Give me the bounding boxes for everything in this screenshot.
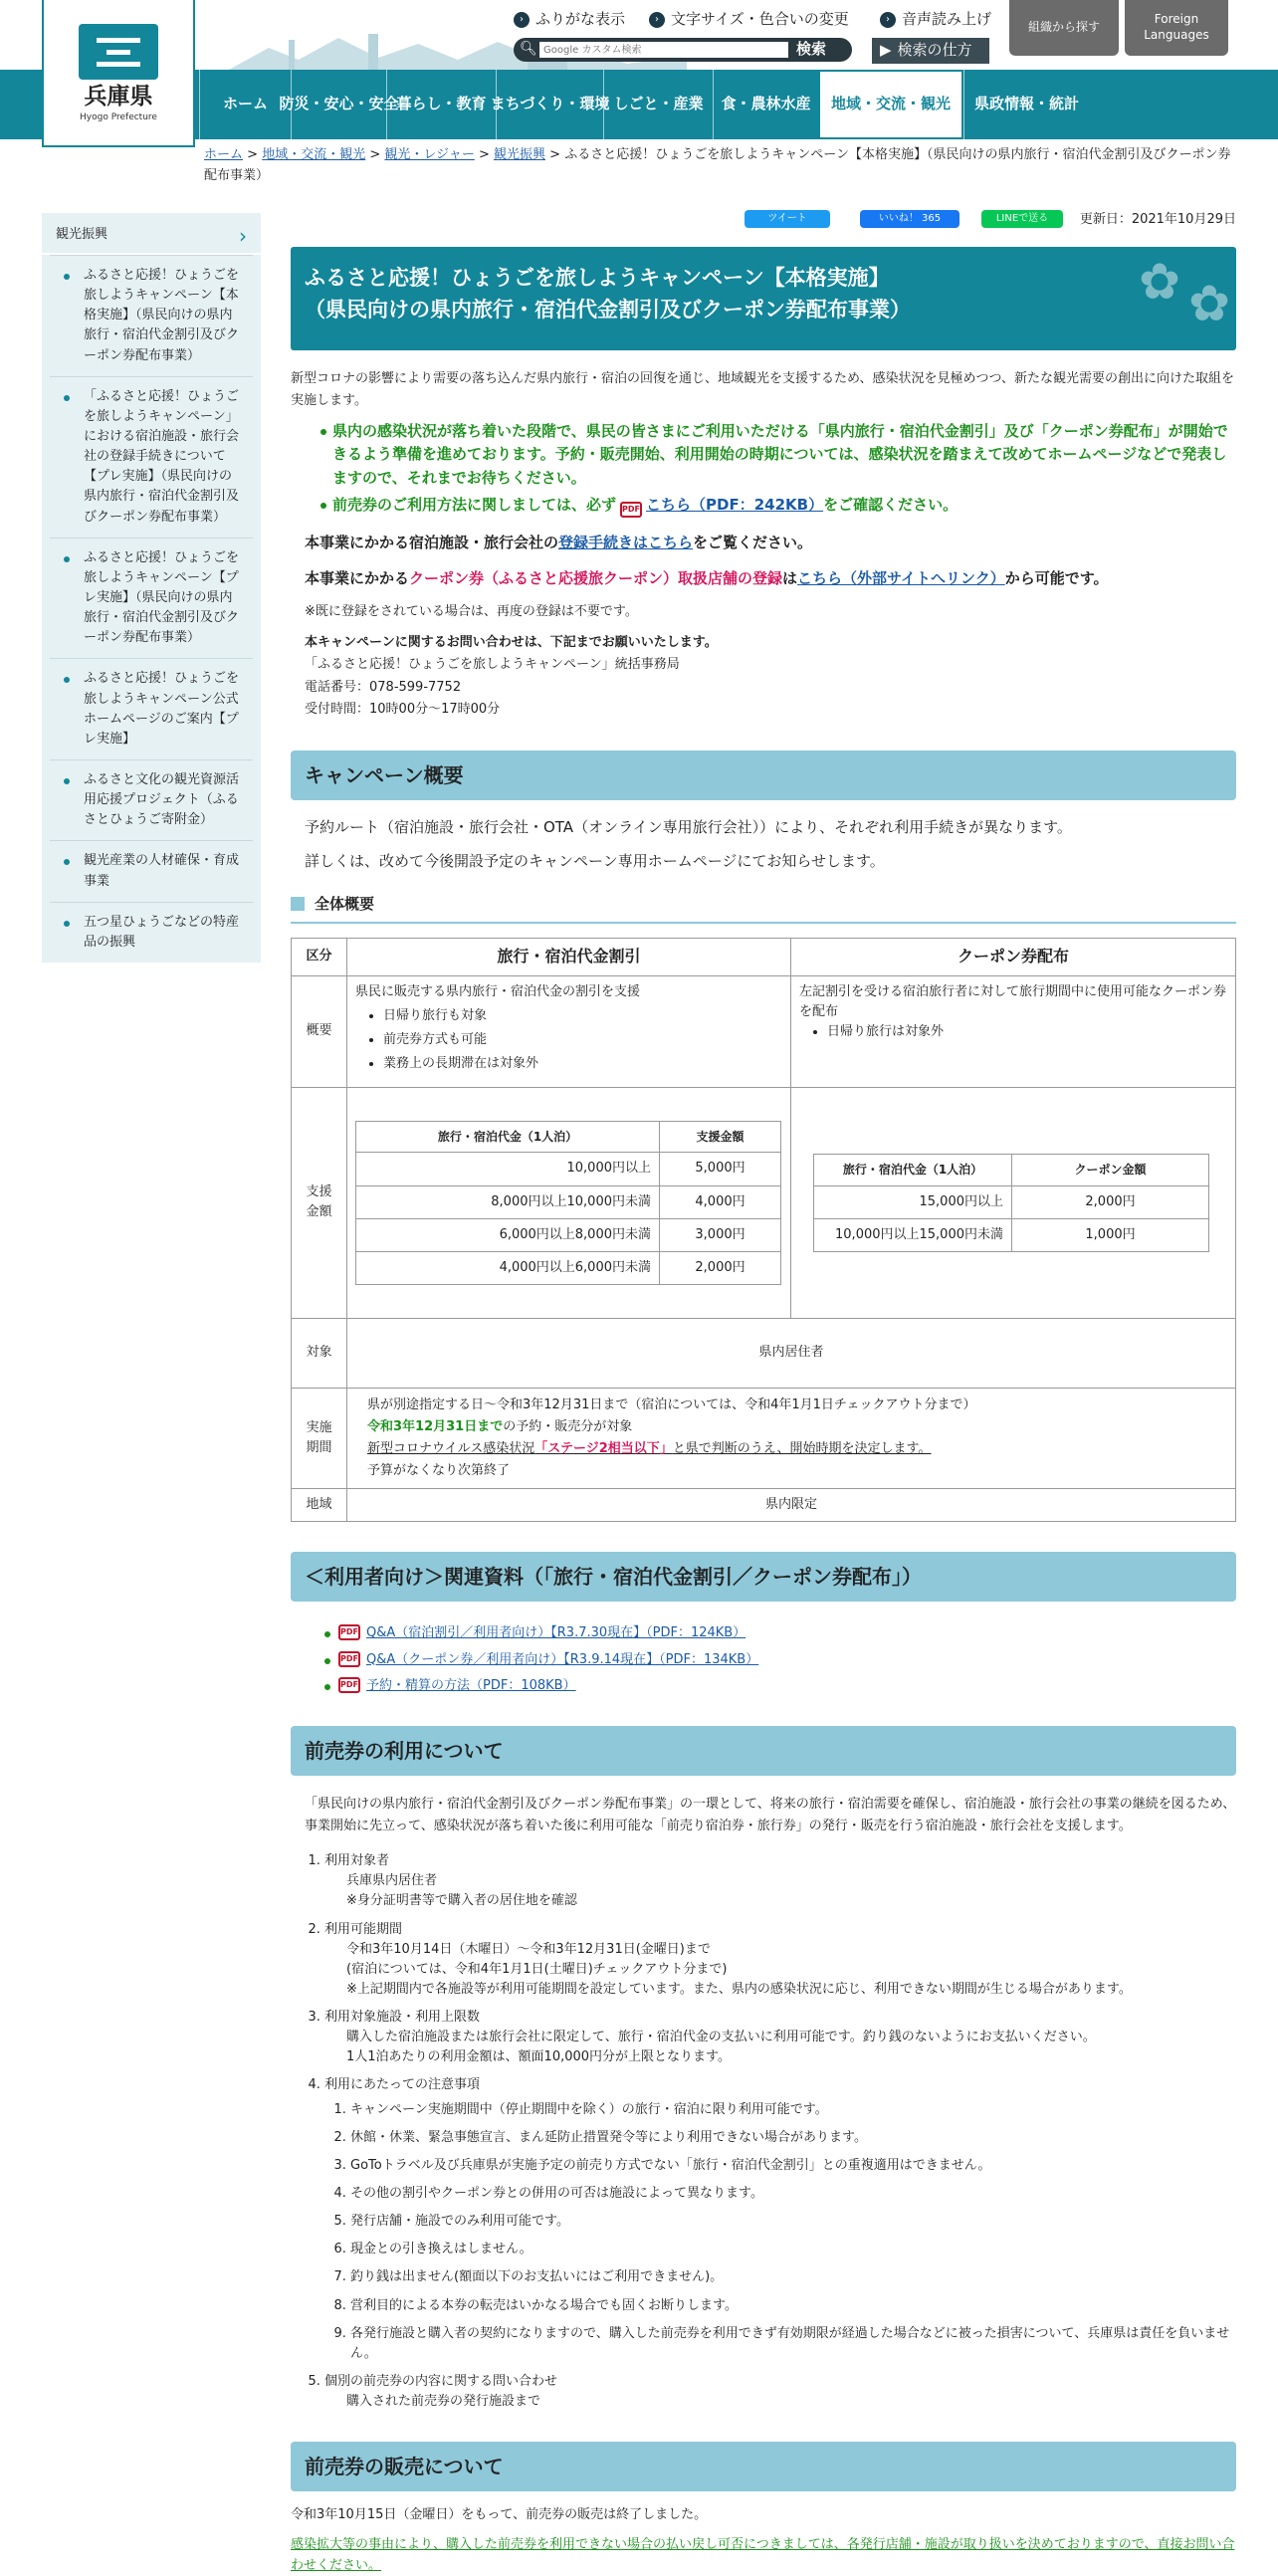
breadcrumb-sep: > (549, 147, 561, 162)
travel-bullet: • 前売券方式も可能 (383, 1030, 782, 1050)
page-title-line2: （県民向けの県内旅行・宿泊代金割引及びクーポン券配布事業） (305, 297, 911, 322)
inner-cell: 3,000円 (660, 1218, 781, 1251)
inner-cell: 10,000円以上 (356, 1153, 660, 1185)
sidebar (42, 213, 261, 963)
contact-heading: 本キャンペーンに関するお問い合わせは、下記までお願いいたします。 (305, 635, 718, 651)
period-cell (347, 1388, 1236, 1488)
registered-note: ※既に登録をされている場合は、再度の登録は不要です。 (305, 604, 638, 620)
notice-item (320, 494, 1236, 517)
note-item: 7. 釣り銭は出ません(額面以下のお支払いにはご利用できません)。 (350, 2267, 1236, 2287)
coupon-bullet: • 日帰り旅行は対象外 (827, 1022, 1227, 1042)
pdf-icon: PDF (338, 1624, 360, 1640)
chiiki-value: 県内限定 (347, 1489, 1236, 1522)
sidebar-item[interactable]: 観光産業の人材確保・育成事業 (50, 840, 253, 901)
th-coupon: クーポン券配布 (791, 938, 1236, 975)
foreign-languages-button[interactable]: Foreign Languages (1125, 0, 1228, 56)
related-links (324, 1623, 1236, 1695)
note-item: 8. 営利目的による本券の転売はいかなる場合でも固くお断りします。 (350, 2296, 1236, 2316)
furigana-label: ふりがな表示 (535, 10, 626, 28)
advance-item: 3. 利用対象施設・利用上限数 購入した宿泊施設または旅行会社に限定して、旅行・宿泊代金の支払いに利用可能です。釣り銭のないようにお支払いください。 1人1泊あたりの利用金額は、額面10,000円分が上限となります。 (324, 2008, 1236, 2067)
arrow-icon: › (649, 12, 665, 28)
note-item: 2. 休館・休業、緊急事態宣言、まん延防止措置発令等により利用できない場合があります。 (350, 2128, 1236, 2148)
sidebar-item[interactable]: 「ふるさと応援！ひょうごを旅しようキャンペーン」における宿泊施設・旅行会社の登録手続きについて【プレ実施】（県民向けの県内旅行・宿泊代金割引及びクーポン券配布事業） (50, 376, 253, 537)
related-heading: ＜利用者向け＞関連資料（「旅行・宿泊代金割引／クーポン券配布」） (291, 1552, 1236, 1602)
notice-post: をご確認ください。 (823, 495, 958, 514)
contact-block (305, 632, 1236, 720)
coupon-red-text: クーポン券（ふるさと応援旅クーポン）取扱店舗の登録 (409, 569, 783, 588)
travel-support-table (355, 1121, 781, 1285)
sidebar-item[interactable]: 五つ星ひょうごなどの特産品の振興 (50, 902, 253, 963)
org-search-button[interactable]: 組織から探す (1009, 0, 1119, 56)
related-item (324, 1623, 1236, 1643)
voice-link[interactable] (880, 8, 991, 31)
inner-cell: 2,000円 (660, 1251, 781, 1284)
breadcrumb-shinkou[interactable]: 観光振興 (494, 147, 546, 162)
note-item: 1. キャンペーン実施期間中（停止期間中を除く）の旅行・宿泊に限り利用可能です。 (350, 2100, 1236, 2120)
row-taishou: 対象 (292, 1318, 347, 1388)
coupon-support-table (813, 1154, 1209, 1252)
th-travel: 旅行・宿泊代金割引 (347, 938, 791, 975)
campaign-p2: 詳しくは、改めて今後開設予定のキャンペーン専用ホームページにてお知らせします。 (305, 852, 885, 871)
note-item: 6. 現金との引き換えはしません。 (350, 2240, 1236, 2259)
advance-item: 5. 個別の前売券の内容に関する問い合わせ 購入された前売券の発行施設まで (324, 2372, 1236, 2412)
pdf-icon: PDF (338, 1651, 360, 1667)
qa-coupon-link[interactable]: Q&A（クーポン券／利用者向け）【R3.9.14現在】（PDF：134KB） (366, 1651, 759, 1667)
inner-cell: 4,000円 (660, 1185, 781, 1218)
overview-table (291, 938, 1236, 1523)
sales-p2: 感染拡大等の事由により、購入した前売券を利用できない場合の払い戻し可否につきましては、各発行店舗・施設が取り扱いを決めておりますので、直接お問い合わせください。 (291, 2537, 1235, 2573)
notice-list (320, 420, 1236, 517)
page-title (291, 247, 1236, 350)
taishou-value: 県内居住者 (347, 1318, 1236, 1388)
social-bar (291, 207, 1236, 247)
period-line: 新型コロナウイルス感染状況「ステージ2相当以下」と県で判断のうえ、開始時期を決定します。 (367, 1441, 932, 1457)
notice-item: 県内の感染状況が落ち着いた段階で、県民の皆さまにご利用いただける「県内旅行・宿泊代金割引」及び「クーポン券配布」が開始できるよう準備を進めております。予約・販売開始、利用開始の時期については、感染状況を踏まえて改めてホームページなどで発表しますので、それまでお待ちください。 (320, 420, 1236, 490)
utility-bar (514, 8, 1011, 68)
notes-list (350, 2100, 1236, 2364)
sidebar-item[interactable]: ふるさと文化の観光資源活用応援プロジェクト（ふるさとひょうご寄附金） (50, 759, 253, 840)
row-gaiyou: 概要 (292, 975, 347, 1087)
advance-intro: 「県民向けの県内旅行・宿泊代金割引及びクーポン券配布事業」の一環として、将来の旅行・宿泊需要を確保し、宿泊施設・旅行会社の事業の継続を図るため、事業開始に先立って、感染状況が落ち着いた後に利用可能な「前売り宿泊券・旅行券」の発行・販売を行う宿泊施設・旅行会社を支援します。 (305, 1796, 1236, 1833)
row-chiiki: 地域 (292, 1489, 347, 1522)
pdf-icon: PDF (338, 1677, 360, 1693)
inner-cell: 6,000円以上8,000円未満 (356, 1218, 660, 1251)
logo-title: 兵庫県 (84, 84, 153, 109)
contact-tel: 電話番号：078-599-7752 (305, 679, 462, 695)
breadcrumb-sep: > (478, 147, 490, 162)
row-shien: 支援 金額 (292, 1087, 347, 1318)
pdf-icon: PDF (620, 502, 642, 518)
search-bar (514, 38, 852, 62)
chevron-right-icon: › (239, 224, 247, 248)
breadcrumb (204, 145, 1239, 187)
inner-cell: 1,000円 (1012, 1218, 1209, 1251)
breadcrumb-chiiki[interactable]: 地域・交流・観光 (262, 147, 366, 162)
inner-th: 旅行・宿泊代金（1人泊） (814, 1155, 1012, 1186)
global-nav (199, 70, 1089, 139)
nav-kensei[interactable]: 県政情報・統計 (963, 70, 1089, 139)
campaign-heading: キャンペーン概要 (291, 751, 1236, 800)
period-line: 県が別途指定する日～令和3年12月31日まで（宿泊については、令和4年1月1日チェックアウト分まで） (367, 1396, 976, 1412)
breadcrumb-kankou[interactable]: 観光・レジャー (384, 147, 475, 162)
note-item: 9. 各発行施設と購入者の契約になりますので、購入した前売券を利用できず有効期限が経過した場合などに被った損害について、兵庫県は責任を負いません。 (350, 2324, 1236, 2364)
breadcrumb-home[interactable]: ホーム (204, 147, 244, 162)
note-item: 5. 発行店舗・施設でのみ利用可能です。 (350, 2212, 1236, 2232)
advance-item: 2. 利用可能期間 令和3年10月14日（木曜日）～令和3年12月31日(金曜日)まで (宿泊については、令和4年1月1日(土曜日)チェックアウト分まで) ※上記期間内で各施設等が利用可能期間を設定しています。また、県内の感染状況に応じ、利用できない期間が生じる場合があります。 (324, 1920, 1236, 2001)
inner-th: 旅行・宿泊代金（1人泊） (356, 1121, 660, 1153)
sales-heading: 前売券の販売について (291, 2442, 1236, 2491)
textsize-link[interactable] (649, 8, 849, 31)
like-button[interactable]: いいね！ 365 (860, 210, 959, 228)
note-item: 4. その他の割引やクーポン券との併用の可否は施設によって異なります。 (350, 2184, 1236, 2204)
advance-item: 1. 利用対象者 兵庫県内居住者 ※身分証明書等で購入者の居住地を確認 (324, 1851, 1236, 1911)
contact-hours: 受付時間：10時00分～17時00分 (305, 701, 501, 717)
textsize-label: 文字サイズ・色合いの変更 (671, 10, 849, 28)
inner-cell: 5,000円 (660, 1153, 781, 1185)
breadcrumb-sep: > (369, 147, 381, 162)
coupon-store-text: 本事業にかかるクーポン券（ふるさと応援旅クーポン）取扱店舗の登録はこちら（外部サイトへリンク）から可能です。 (305, 569, 1109, 588)
travel-bullet: • 業務上の長期滞在は対象外 (383, 1054, 782, 1074)
inner-th: クーポン金額 (1012, 1155, 1209, 1186)
search-button[interactable]: 検索 (796, 40, 827, 59)
advance-item: 4. 利用にあたっての注意事項 1. キャンペーン実施期間中（停止期間中を除く）の旅行・宿泊に限り利用可能です。 2. 休館・休業、緊急事態宣言、まん延防止措置発令等により利用できない場合があります。 3. GoToトラベル及び兵庫県が実施予定の前売り方式でない「旅行・宿泊代金割引」との重複適用はできません。 4. その他の割引やクーポン券との併用の可否は施設によって異なります。 5. 発行店舗・施設でのみ利用可能です。 6. 現金との引き換えはしません。 7. 釣り銭は出ません(額面以下のお支払いにはご利用できません)。 8. 営利目的による本券の転売はいかなる場合でも固くお断りします。 9. 各発行施設と購入者の契約になりますので、購入した前売券を利用できず有効期限が経過した場合などに被った損害について、兵庫県は責任を負いません。 (324, 2075, 1236, 2364)
search-input[interactable] (539, 42, 788, 58)
inner-cell: 2,000円 (1012, 1185, 1209, 1218)
intro-text: 新型コロナの影響により需要の落ち込んだ県内旅行・宿泊の回復を通じ、地域観光を支援するため、感染状況を見極めつつ、新たな観光需要の創出に向けた取組を実施します。 (291, 371, 1234, 409)
coupon-overview (791, 975, 1236, 1087)
nav-shigoto[interactable]: しごと・産業 (603, 70, 713, 139)
qa-hotel-link[interactable]: Q&A（宿泊割引／利用者向け）【R3.7.30現在】（PDF：124KB） (366, 1625, 746, 1641)
sidebar-heading[interactable] (42, 213, 261, 255)
inner-th: 支援金額 (660, 1121, 781, 1153)
advance-list (324, 1851, 1236, 2412)
inner-cell: 15,000円以上 (814, 1185, 1012, 1218)
flower-decoration-icon: ✿ (1188, 275, 1230, 332)
overview-subheading: 全体概要 (291, 893, 1236, 924)
arrow-icon: › (514, 12, 530, 28)
site-logo[interactable] (42, 0, 195, 147)
sidebar-heading-label: 観光振興 (56, 227, 108, 242)
period-line: 予算がなくなり次第終了 (367, 1463, 511, 1479)
prefecture-emblem-icon (79, 24, 158, 80)
updated-date: 更新日：2021年10月29日 (1079, 212, 1236, 227)
nav-bousai[interactable]: 防災・安心・安全 (291, 70, 386, 139)
coupon-desc: 左記割引を受ける宿泊旅行者に対して旅行期間中に使用可能なクーポン券を配布 (799, 983, 1227, 1020)
search-howto-button[interactable] (872, 38, 989, 64)
nav-home[interactable]: ホーム (199, 70, 291, 139)
nav-chiiki[interactable]: 地域・交流・観光 (818, 70, 963, 139)
coupon-store-link[interactable]: こちら（外部サイトへリンク） (797, 569, 1005, 588)
sidebar-item[interactable]: ふるさと応援！ひょうごを旅しようキャンペーン【プレ実施】（県民向けの県内旅行・宿泊代金割引及びクーポン券配布事業） (50, 537, 253, 659)
note-item: 3. GoToトラベル及び兵庫県が実施予定の前売り方式でない「旅行・宿泊代金割引」との重複適用はできません。 (350, 2156, 1236, 2176)
inner-cell: 10,000円以上15,000円未満 (814, 1218, 1012, 1251)
sidebar-item[interactable]: ふるさと応援！ひょうごを旅しようキャンペーン【本格実施】（県民向けの県内旅行・宿泊代金割引及びクーポン券配布事業） (50, 255, 253, 376)
breadcrumb-sep: > (247, 147, 259, 162)
line-button[interactable]: LINEで送る (981, 210, 1063, 228)
related-item (324, 1676, 1236, 1696)
notice-pre: 前売券のご利用方法に関しましては、必ず (332, 495, 617, 514)
travel-overview (347, 975, 791, 1087)
sales-p1: 令和3年10月15日（金曜日）をもって、前売券の販売は終了しました。 (291, 2507, 708, 2523)
row-jisshi: 実施 期間 (292, 1388, 347, 1488)
advance-heading: 前売券の利用について (291, 1726, 1236, 1776)
inner-cell: 8,000円以上10,000円未満 (356, 1185, 660, 1218)
search-icon: 🔍︎ (520, 41, 537, 58)
period-line: 令和3年12月31日までの予約・販売分が対象 (367, 1419, 633, 1435)
arrow-icon: › (880, 12, 896, 28)
nav-kurashi[interactable]: 暮らし・教育 (386, 70, 496, 139)
th-kubun: 区分 (292, 938, 347, 975)
breadcrumb-current: ふるさと応援！ひょうごを旅しようキャンペーン【本格実施】（県民向けの県内旅行・宿泊代金割引及びクーポン券配布事業） (204, 147, 1231, 183)
flower-decoration-icon: ✿ (1139, 253, 1180, 311)
travel-bullet: • 日帰り旅行も対象 (383, 1006, 782, 1026)
nav-shoku[interactable]: 食・農林水産 (713, 70, 818, 139)
usage-pdf-link[interactable]: こちら（PDF：242KB） (646, 495, 824, 514)
play-icon: ▶ (880, 41, 892, 60)
sidebar-item[interactable]: ふるさと応援！ひょうごを旅しようキャンペーン公式ホームページのご案内【プレ実施】 (50, 658, 253, 759)
campaign-p1: 予約ルート（宿泊施設・旅行会社・OTA（オンライン専用旅行会社））により、それぞれ利用手続きが異なります。 (305, 817, 1072, 836)
related-item (324, 1650, 1236, 1670)
coupon-support-cell (791, 1087, 1236, 1318)
travel-desc: 県民に販売する県内旅行・宿泊代金の割引を支援 (355, 983, 641, 999)
registration-link[interactable]: 登録手続きはこちら (558, 534, 694, 552)
tweet-button[interactable]: ツイート (745, 210, 830, 228)
page-title-line1: ふるさと応援！ひょうごを旅しようキャンペーン【本格実施】 (305, 266, 890, 290)
logo-subtitle: Hyogo Prefecture (80, 111, 157, 122)
nav-machizukuri[interactable]: まちづくり・環境 (496, 70, 603, 139)
main-content (291, 207, 1236, 2576)
contact-office: 「ふるさと応援！ひょうごを旅しようキャンペーン」統括事務局 (305, 657, 680, 673)
inner-cell: 4,000円以上6,000円未満 (356, 1251, 660, 1284)
voice-label: 音声読み上げ (902, 10, 992, 28)
travel-support-cell (347, 1087, 791, 1318)
howto-label: 検索の仕方 (897, 41, 972, 60)
reservation-method-link[interactable]: 予約・精算の方法（PDF：108KB） (366, 1677, 576, 1693)
registration-text: 本事業にかかる宿泊施設・旅行会社の登録手続きはこちらをご覧ください。 (305, 534, 813, 552)
furigana-link[interactable] (514, 8, 625, 31)
